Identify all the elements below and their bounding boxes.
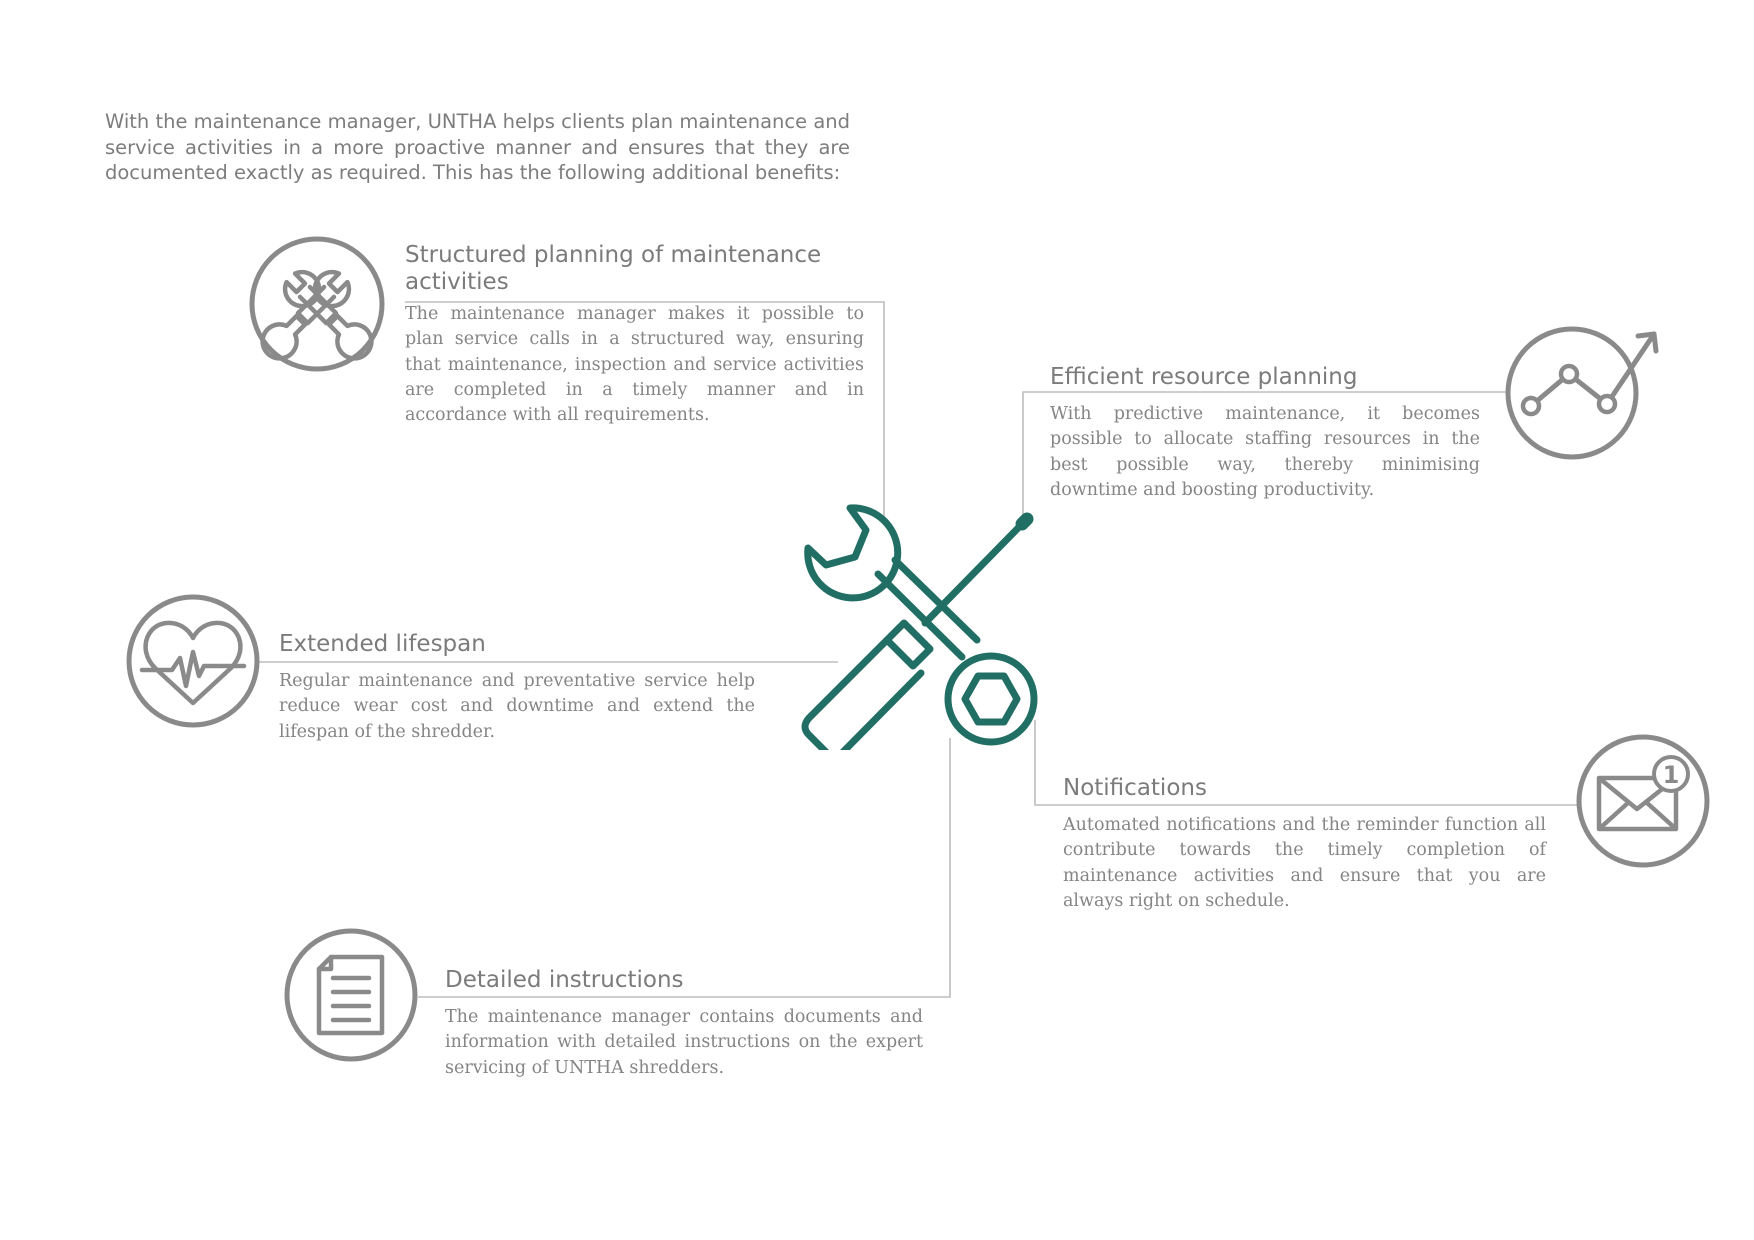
- benefit-notifications: [1063, 775, 1546, 914]
- heart-pulse-icon: [124, 592, 262, 730]
- intro-text: With the maintenance manager, UNTHA helps clients plan maintenance and service activities in a more proactive manner and ensures that they are documented exactly as required. This has the following additional benefits:: [105, 110, 850, 184]
- benefit-title: Efficient resource planning: [1050, 364, 1358, 390]
- benefit-text: Automated notifications and the reminder function all contribute towards the timely completion of maintenance activities and ensure that you are always right on schedule.: [1063, 815, 1546, 911]
- notification-badge: 1: [1662, 761, 1680, 789]
- benefit-text: Regular maintenance and preventative service help reduce wear cost and downtime and extend the lifespan of the shredder.: [279, 671, 755, 742]
- benefit-resource-planning: [1050, 364, 1480, 503]
- document-icon: [282, 926, 420, 1064]
- benefit-title: Structured planning of maintenance activities: [405, 242, 822, 295]
- wrench-screwdriver-icon: [790, 500, 1040, 750]
- benefit-text: With predictive maintenance, it becomes possible to allocate staffing resources in the best possible way, thereby minimising downtime and boosting productivity.: [1050, 404, 1480, 500]
- connector-detailed-instructions: [418, 738, 950, 997]
- benefit-structured-planning: [405, 242, 864, 428]
- mail-notification-icon: [1574, 731, 1714, 871]
- benefit-title: Notifications: [1063, 775, 1207, 801]
- benefit-extended-lifespan: [279, 631, 755, 745]
- crossed-wrenches-icon: [248, 235, 386, 373]
- benefit-title: Extended lifespan: [279, 631, 486, 657]
- benefit-detailed-instructions: [445, 967, 923, 1081]
- trend-chart-icon: [1502, 322, 1670, 467]
- benefit-title: Detailed instructions: [445, 967, 684, 993]
- benefit-text: The maintenance manager makes it possible to plan service calls in a structured way, ensuring that maintenance, inspection and service activities are completed in a timely manner and in accordance with all requirements.: [405, 304, 864, 426]
- benefit-text: The maintenance manager contains documents and information with detailed instructions on the expert servicing of UNTHA shredders.: [445, 1007, 923, 1078]
